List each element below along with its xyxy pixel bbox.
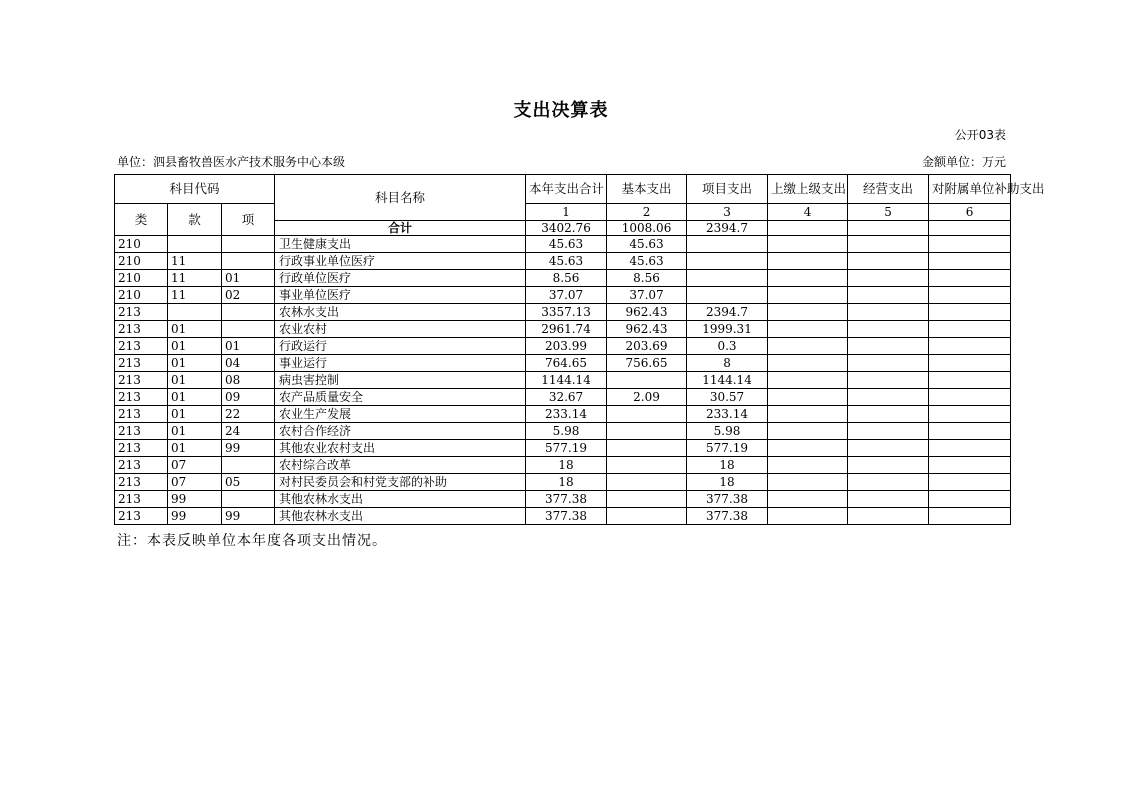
- cell-business: [848, 389, 929, 406]
- cell-business: [848, 491, 929, 508]
- cell-upper: [768, 491, 848, 508]
- cell-subsidy: [929, 321, 1011, 338]
- cell-project: 1144.14: [687, 372, 768, 389]
- amount-unit-label: 金额单位：万元: [921, 155, 1006, 169]
- cell-project: 18: [687, 457, 768, 474]
- cell-kuan: 01: [168, 372, 222, 389]
- cell-kuan: 11: [168, 270, 222, 287]
- cell-subsidy: [929, 474, 1011, 491]
- cell-project: 8: [687, 355, 768, 372]
- header-lei: 类: [115, 204, 168, 236]
- cell-total: 8.56: [526, 270, 607, 287]
- cell-business: [848, 304, 929, 321]
- table-row: [115, 253, 1011, 270]
- cell-basic: [607, 491, 687, 508]
- cell-subsidy: [929, 304, 1011, 321]
- cell-total: 32.67: [526, 389, 607, 406]
- document-title: 支出决算表: [513, 100, 609, 121]
- cell-lei: 213: [115, 491, 168, 508]
- cell-xiang: 22: [222, 406, 275, 423]
- cell-basic: [607, 440, 687, 457]
- cell-total: 45.63: [526, 253, 607, 270]
- cell-subsidy: [929, 423, 1011, 440]
- cell-total: 5.98: [526, 423, 607, 440]
- cell-upper: [768, 321, 848, 338]
- cell-basic: [607, 508, 687, 525]
- cell-project: 377.38: [687, 491, 768, 508]
- cell-subject-name: 其他农林水支出: [275, 508, 526, 525]
- cell-lei: 213: [115, 389, 168, 406]
- cell-subject-name: 行政事业单位医疗: [275, 253, 526, 270]
- cell-xiang: 05: [222, 474, 275, 491]
- table-row: [115, 321, 1011, 338]
- cell-lei: 213: [115, 457, 168, 474]
- cell-total: 45.63: [526, 236, 607, 253]
- table-row: [115, 508, 1011, 525]
- cell-subject-name: 农林水支出: [275, 304, 526, 321]
- cell-basic: [607, 406, 687, 423]
- table-row: [115, 304, 1011, 321]
- cell-xiang: [222, 304, 275, 321]
- cell-basic: [607, 474, 687, 491]
- cell-project: 577.19: [687, 440, 768, 457]
- cell-lei: 213: [115, 321, 168, 338]
- cell-xiang: 09: [222, 389, 275, 406]
- cell-project: 233.14: [687, 406, 768, 423]
- cell-kuan: 11: [168, 287, 222, 304]
- table-row: [115, 423, 1011, 440]
- cell-subsidy: [929, 236, 1011, 253]
- table-row: [115, 457, 1011, 474]
- header-business: 经营支出: [848, 175, 929, 204]
- cell-xiang: 99: [222, 508, 275, 525]
- unit-label: 单位：泗县畜牧兽医水产技术服务中心本级: [117, 155, 346, 169]
- cell-upper: [768, 236, 848, 253]
- cell-lei: 213: [115, 304, 168, 321]
- cell-lei: 213: [115, 508, 168, 525]
- cell-basic: 203.69: [607, 338, 687, 355]
- cell-xiang: [222, 236, 275, 253]
- header-total: 本年支出合计: [526, 175, 607, 204]
- cell-upper: [768, 457, 848, 474]
- cell-basic: 45.63: [607, 253, 687, 270]
- header-subject-name: 科目名称: [275, 175, 526, 221]
- cell-total: 764.65: [526, 355, 607, 372]
- header-heji: 合计: [275, 221, 526, 236]
- cell-project: 2394.7: [687, 304, 768, 321]
- cell-total: 3357.13: [526, 304, 607, 321]
- cell-total: 1144.14: [526, 372, 607, 389]
- cell-kuan: 01: [168, 389, 222, 406]
- cell-subsidy: [929, 253, 1011, 270]
- cell-upper: [768, 338, 848, 355]
- cell-subject-name: 病虫害控制: [275, 372, 526, 389]
- cell-kuan: 99: [168, 508, 222, 525]
- cell-subsidy: [929, 457, 1011, 474]
- table-row: [115, 389, 1011, 406]
- cell-subject-name: 事业单位医疗: [275, 287, 526, 304]
- cell-subject-name: 其他农业农村支出: [275, 440, 526, 457]
- cell-project: [687, 287, 768, 304]
- cell-upper: [768, 508, 848, 525]
- cell-kuan: 01: [168, 321, 222, 338]
- cell-business: [848, 474, 929, 491]
- cell-kuan: 01: [168, 440, 222, 457]
- cell-total: 18: [526, 457, 607, 474]
- cell-total: 233.14: [526, 406, 607, 423]
- cell-total: 18: [526, 474, 607, 491]
- cell-project: [687, 253, 768, 270]
- header-xiang: 项: [222, 204, 275, 236]
- table-row: [115, 236, 1011, 253]
- cell-project: 18: [687, 474, 768, 491]
- cell-basic: 962.43: [607, 304, 687, 321]
- cell-project: 1999.31: [687, 321, 768, 338]
- total-sum: 3402.76: [526, 221, 607, 236]
- cell-lei: 210: [115, 236, 168, 253]
- cell-subject-name: 农业生产发展: [275, 406, 526, 423]
- cell-subject-name: 卫生健康支出: [275, 236, 526, 253]
- table-row: [115, 355, 1011, 372]
- cell-total: 2961.74: [526, 321, 607, 338]
- cell-subject-name: 行政单位医疗: [275, 270, 526, 287]
- cell-total: 37.07: [526, 287, 607, 304]
- table-row: [115, 474, 1011, 491]
- header-upper: 上缴上级支出: [768, 175, 848, 204]
- cell-subject-name: 农村综合改革: [275, 457, 526, 474]
- cell-business: [848, 457, 929, 474]
- cell-basic: 756.65: [607, 355, 687, 372]
- cell-xiang: 04: [222, 355, 275, 372]
- cell-xiang: 08: [222, 372, 275, 389]
- cell-basic: 37.07: [607, 287, 687, 304]
- cell-upper: [768, 372, 848, 389]
- table-row: [115, 440, 1011, 457]
- cell-kuan: 01: [168, 355, 222, 372]
- cell-subject-name: 农产品质量安全: [275, 389, 526, 406]
- cell-subsidy: [929, 389, 1011, 406]
- header-kuan: 款: [168, 204, 222, 236]
- total-subsidy: [929, 221, 1011, 236]
- cell-kuan: 07: [168, 474, 222, 491]
- cell-kuan: [168, 304, 222, 321]
- cell-lei: 213: [115, 474, 168, 491]
- cell-xiang: 24: [222, 423, 275, 440]
- cell-basic: 45.63: [607, 236, 687, 253]
- cell-basic: 8.56: [607, 270, 687, 287]
- cell-subsidy: [929, 508, 1011, 525]
- col-num-4: 4: [768, 204, 848, 221]
- cell-subject-name: 其他农林水支出: [275, 491, 526, 508]
- cell-lei: 213: [115, 440, 168, 457]
- header-basic: 基本支出: [607, 175, 687, 204]
- cell-upper: [768, 474, 848, 491]
- cell-subsidy: [929, 440, 1011, 457]
- table-row: [115, 372, 1011, 389]
- cell-xiang: 99: [222, 440, 275, 457]
- cell-business: [848, 253, 929, 270]
- cell-upper: [768, 406, 848, 423]
- table-row: [115, 338, 1011, 355]
- table-row: [115, 491, 1011, 508]
- cell-business: [848, 508, 929, 525]
- cell-basic: [607, 372, 687, 389]
- cell-lei: 213: [115, 338, 168, 355]
- total-business: [848, 221, 929, 236]
- cell-subsidy: [929, 287, 1011, 304]
- cell-business: [848, 372, 929, 389]
- col-num-3: 3: [687, 204, 768, 221]
- cell-subsidy: [929, 406, 1011, 423]
- cell-business: [848, 440, 929, 457]
- cell-xiang: 02: [222, 287, 275, 304]
- cell-basic: 2.09: [607, 389, 687, 406]
- table-body: [115, 236, 1011, 525]
- form-code: 公开03表: [954, 128, 1006, 142]
- cell-lei: 213: [115, 406, 168, 423]
- col-num-2: 2: [607, 204, 687, 221]
- col-num-6: 6: [929, 204, 1011, 221]
- header-subject-code: 科目代码: [115, 175, 275, 204]
- table-row: [115, 406, 1011, 423]
- cell-subject-name: 行政运行: [275, 338, 526, 355]
- cell-subsidy: [929, 372, 1011, 389]
- cell-project: 377.38: [687, 508, 768, 525]
- cell-subsidy: [929, 338, 1011, 355]
- cell-upper: [768, 440, 848, 457]
- cell-lei: 210: [115, 287, 168, 304]
- cell-business: [848, 406, 929, 423]
- cell-subsidy: [929, 270, 1011, 287]
- table-row: [115, 287, 1011, 304]
- cell-total: 377.38: [526, 491, 607, 508]
- cell-subject-name: 农村合作经济: [275, 423, 526, 440]
- cell-kuan: 11: [168, 253, 222, 270]
- cell-business: [848, 287, 929, 304]
- col-num-1: 1: [526, 204, 607, 221]
- cell-xiang: [222, 457, 275, 474]
- cell-subsidy: [929, 355, 1011, 372]
- cell-subject-name: 对村民委员会和村党支部的补助: [275, 474, 526, 491]
- total-upper: [768, 221, 848, 236]
- cell-lei: 210: [115, 270, 168, 287]
- footnote: 注：本表反映单位本年度各项支出情况。: [117, 533, 387, 549]
- cell-subject-name: 事业运行: [275, 355, 526, 372]
- cell-lei: 210: [115, 253, 168, 270]
- cell-upper: [768, 423, 848, 440]
- cell-subsidy: [929, 491, 1011, 508]
- cell-xiang: [222, 253, 275, 270]
- cell-xiang: 01: [222, 270, 275, 287]
- cell-business: [848, 355, 929, 372]
- cell-business: [848, 423, 929, 440]
- cell-upper: [768, 270, 848, 287]
- cell-subject-name: 农业农村: [275, 321, 526, 338]
- total-basic: 1008.06: [607, 221, 687, 236]
- cell-business: [848, 321, 929, 338]
- cell-kuan: 01: [168, 338, 222, 355]
- table-row: [115, 270, 1011, 287]
- cell-business: [848, 338, 929, 355]
- cell-upper: [768, 287, 848, 304]
- cell-project: [687, 270, 768, 287]
- cell-basic: [607, 457, 687, 474]
- cell-total: 377.38: [526, 508, 607, 525]
- header-subsidy: 对附属单位补助支出: [929, 175, 1011, 204]
- cell-business: [848, 270, 929, 287]
- cell-project: 0.3: [687, 338, 768, 355]
- cell-upper: [768, 304, 848, 321]
- cell-lei: 213: [115, 355, 168, 372]
- cell-total: 203.99: [526, 338, 607, 355]
- cell-basic: 962.43: [607, 321, 687, 338]
- cell-total: 577.19: [526, 440, 607, 457]
- total-project: 2394.7: [687, 221, 768, 236]
- cell-project: 30.57: [687, 389, 768, 406]
- expenditure-table: [114, 174, 1045, 525]
- cell-xiang: [222, 491, 275, 508]
- cell-business: [848, 236, 929, 253]
- col-num-5: 5: [848, 204, 929, 221]
- cell-upper: [768, 355, 848, 372]
- cell-lei: 213: [115, 423, 168, 440]
- cell-xiang: 01: [222, 338, 275, 355]
- cell-kuan: 01: [168, 423, 222, 440]
- cell-kuan: 07: [168, 457, 222, 474]
- cell-project: 5.98: [687, 423, 768, 440]
- cell-kuan: 01: [168, 406, 222, 423]
- header-project: 项目支出: [687, 175, 768, 204]
- cell-lei: 213: [115, 372, 168, 389]
- cell-project: [687, 236, 768, 253]
- cell-kuan: [168, 236, 222, 253]
- cell-xiang: [222, 321, 275, 338]
- cell-upper: [768, 389, 848, 406]
- cell-basic: [607, 423, 687, 440]
- cell-kuan: 99: [168, 491, 222, 508]
- cell-upper: [768, 253, 848, 270]
